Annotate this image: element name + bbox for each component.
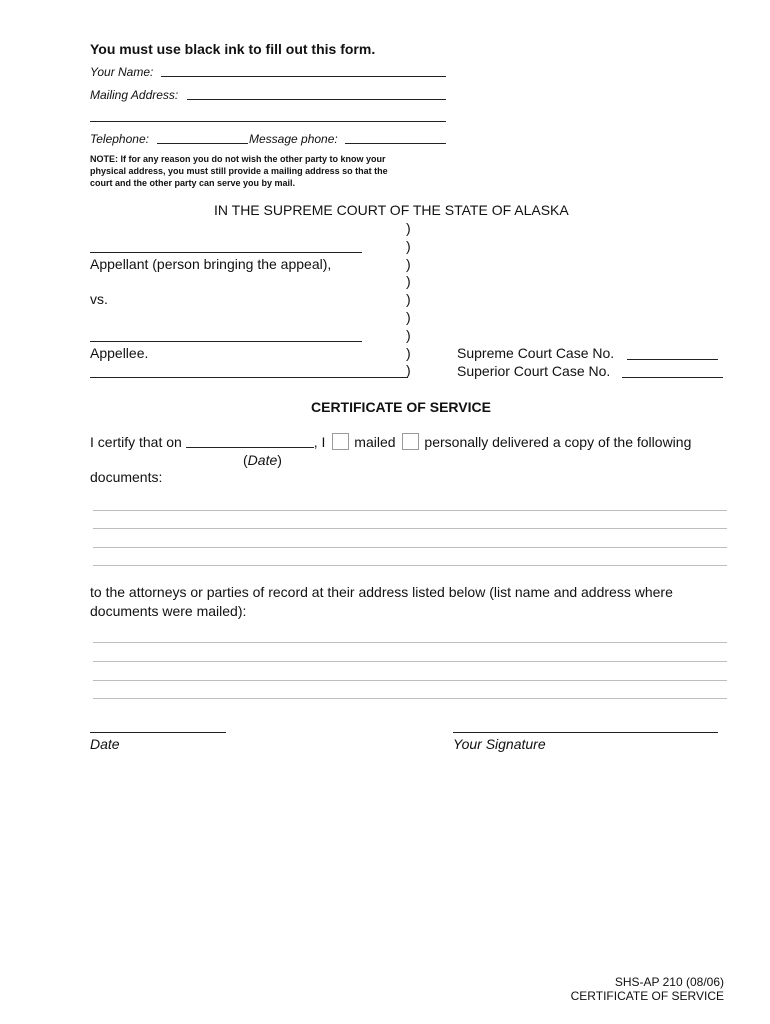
your-name-field[interactable] — [161, 76, 446, 77]
caption-paren: ) — [406, 291, 411, 308]
delivered-label: personally delivered a copy of the following — [424, 434, 692, 450]
certify-prefix: I certify that on — [90, 434, 182, 450]
documents-line[interactable] — [93, 510, 727, 511]
signature-field[interactable] — [453, 732, 718, 733]
note-line: court and the other party can serve you by mail. — [90, 178, 296, 188]
telephone-field[interactable] — [157, 143, 248, 144]
documents-line[interactable] — [93, 547, 727, 548]
caption-paren: ) — [406, 308, 411, 325]
signing-date-field[interactable] — [90, 732, 226, 733]
documents-line[interactable] — [93, 565, 727, 566]
certify-sentence — [90, 433, 691, 450]
vs-label: vs. — [90, 291, 108, 307]
parties-line[interactable] — [93, 698, 727, 699]
message-phone-field[interactable] — [345, 143, 446, 144]
attorneys-text-line2: documents were mailed): — [90, 603, 247, 619]
date-hint: (Date) — [243, 452, 282, 468]
mailing-address-label: Mailing Address: — [90, 88, 179, 102]
your-name-label: Your Name: — [90, 65, 154, 79]
mailed-label: mailed — [354, 434, 396, 450]
appellee-label: Appellee. — [90, 345, 149, 361]
mailed-checkbox[interactable] — [332, 433, 349, 450]
certify-comma: , I — [313, 434, 326, 450]
supreme-case-field[interactable] — [627, 359, 718, 360]
caption-paren: ) — [406, 326, 411, 343]
parties-line[interactable] — [93, 661, 727, 662]
form-code: SHS-AP 210 (08/06) — [614, 975, 724, 989]
form-footer-title: CERTIFICATE OF SERVICE — [570, 989, 724, 1003]
parties-line[interactable] — [93, 642, 727, 643]
note-line: physical address, you must still provide a mailing address so that the — [90, 166, 388, 176]
caption-paren: ) — [406, 220, 411, 236]
documents-label: documents: — [90, 469, 163, 485]
address-note — [90, 153, 388, 189]
caption-paren: ) — [406, 255, 411, 272]
service-date-field[interactable] — [186, 434, 314, 448]
supreme-case-label: Supreme Court Case No. — [457, 345, 615, 361]
caption-paren: ) — [406, 273, 411, 290]
superior-case-label: Superior Court Case No. — [457, 363, 611, 379]
message-phone-label: Message phone: — [249, 132, 338, 146]
telephone-label: Telephone: — [90, 132, 149, 146]
caption-paren: ) — [406, 237, 411, 254]
attorneys-text-line1: to the attorneys or parties of record at their address listed below (list name and address where — [90, 584, 673, 600]
appellant-name-field[interactable] — [90, 252, 362, 253]
signing-date-label: Date — [90, 736, 120, 752]
documents-line[interactable] — [93, 528, 727, 529]
caption-parens — [406, 220, 411, 380]
appellee-name-field[interactable] — [90, 341, 362, 342]
note-line: NOTE: If for any reason you do not wish the other party to know your — [90, 154, 386, 164]
mailing-address-field-line2[interactable] — [90, 121, 446, 122]
court-title: IN THE SUPREME COURT OF THE STATE OF ALASKA — [214, 202, 569, 218]
black-ink-notice: You must use black ink to fill out this form. — [90, 41, 376, 57]
caption-paren: ) — [406, 362, 411, 379]
certificate-title: CERTIFICATE OF SERVICE — [311, 399, 491, 415]
appellant-label: Appellant (person bringing the appeal), — [90, 256, 332, 272]
mailing-address-field[interactable] — [187, 99, 446, 100]
caption-paren: ) — [406, 344, 411, 361]
delivered-checkbox[interactable] — [402, 433, 419, 450]
signature-label: Your Signature — [453, 736, 546, 752]
caption-bottom-line — [90, 377, 408, 378]
date-hint-text: Date — [247, 452, 278, 468]
superior-case-field[interactable] — [622, 377, 723, 378]
parties-line[interactable] — [93, 680, 727, 681]
